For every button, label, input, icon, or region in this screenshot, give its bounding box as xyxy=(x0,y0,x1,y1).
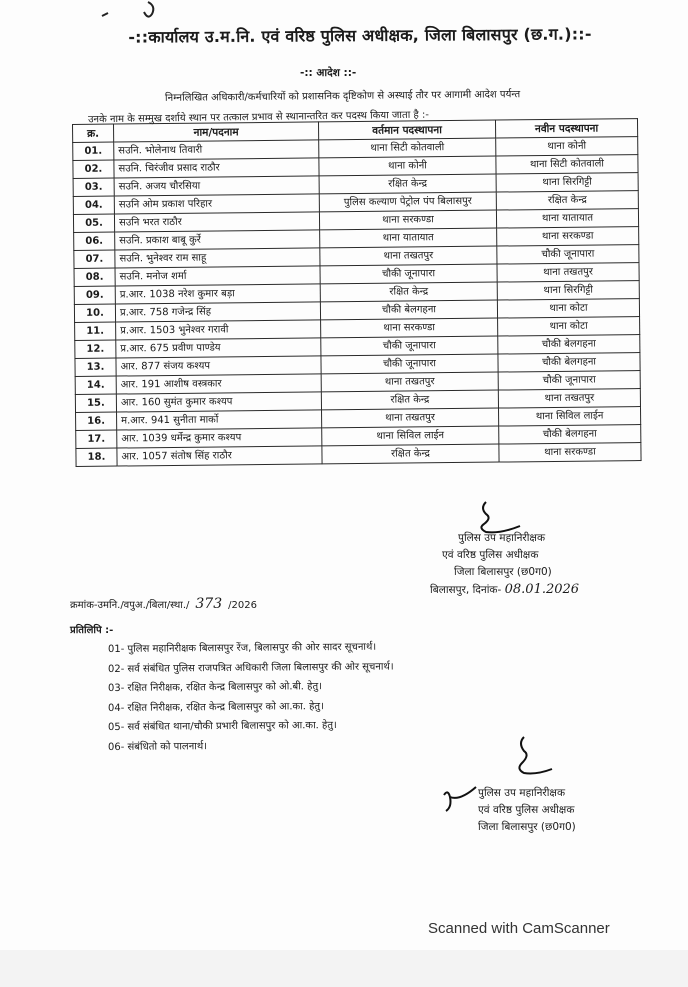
header-current-posting: वर्तमान पदस्थापना xyxy=(318,120,495,140)
signatory-designation: पुलिस उप महानिरीक्षक xyxy=(478,787,566,799)
current-posting-cell: थाना सिटी कोतवाली xyxy=(319,138,496,158)
serial-cell: 09. xyxy=(74,286,115,304)
name-cell: म.आर. 941 सुनीता मार्को xyxy=(117,410,322,430)
current-posting-cell: चौकी जूनापारा xyxy=(320,264,497,284)
new-posting-cell: चौकी जूनापारा xyxy=(497,245,639,264)
name-cell: आर. 877 संजय कश्यप xyxy=(116,356,321,376)
current-posting-cell: थाना तखतपुर xyxy=(320,246,497,266)
name-cell: सउनि. अजय चौरसिया xyxy=(114,176,319,196)
serial-cell: 11. xyxy=(75,322,116,340)
name-cell: सउनि ओम प्रकाश परिहार xyxy=(114,194,319,214)
name-cell: प्र.आर. 1038 नरेश कुमार बड़ा xyxy=(115,284,320,304)
order-suffix: /2026 xyxy=(228,600,257,611)
serial-cell: 07. xyxy=(74,250,115,268)
serial-cell: 02. xyxy=(73,160,114,178)
serial-cell: 05. xyxy=(73,214,114,232)
new-posting-cell: थाना सरकण्डा xyxy=(499,443,641,462)
transfer-table-container xyxy=(72,118,642,467)
office-title: -::कार्यालय उ.म.नि. एवं वरिष्ठ पुलिस अधीक्षक, जिला बिलासपुर (छ.ग.)::- xyxy=(128,24,592,47)
serial-cell: 13. xyxy=(75,358,116,376)
serial-cell: 03. xyxy=(73,178,114,196)
name-cell: आर. 1057 संतोष सिंह राठौर xyxy=(117,446,322,466)
order-number: 373 xyxy=(195,596,223,612)
current-posting-cell: पुलिस कल्याण पेट्रोल पंप बिलासपुर xyxy=(319,192,496,212)
current-posting-cell: थाना तखतपुर xyxy=(322,408,499,428)
copy-item: 05- सर्व संबंधित थाना/चौकी प्रभारी बिलासपुर को आ.का. हेतु। xyxy=(107,720,337,733)
date-value: 08.01.2026 xyxy=(504,582,580,597)
copy-label: प्रतिलिपि :- xyxy=(70,625,114,636)
header-new-posting: नवीन पदस्थापना xyxy=(495,119,637,138)
current-posting-cell: चौकी जूनापारा xyxy=(321,354,498,374)
signature-icon xyxy=(510,735,560,783)
serial-cell: 14. xyxy=(75,376,116,394)
new-posting-cell: चौकी जूनापारा xyxy=(498,371,640,390)
current-posting-cell: चौकी बेलगहना xyxy=(320,300,497,320)
current-posting-cell: थाना यातायात xyxy=(320,228,497,248)
new-posting-cell: थाना कोटा xyxy=(497,299,639,318)
signatory-designation: पुलिस उप महानिरीक्षक xyxy=(458,532,546,544)
order-heading: -:: आदेश ::- xyxy=(300,67,357,79)
current-posting-cell: रक्षित केन्द्र xyxy=(321,390,498,410)
serial-cell: 06. xyxy=(74,232,115,250)
new-posting-cell: थाना कोटा xyxy=(498,317,640,336)
new-posting-cell: थाना तखतपुर xyxy=(497,263,639,282)
new-posting-cell: रक्षित केन्द्र xyxy=(496,191,638,210)
new-posting-cell: थाना यातायात xyxy=(496,209,638,228)
copy-item: 01- पुलिस महानिरीक्षक बिलासपुर रेंज, बिलासपुर की ओर सादर सूचनार्थ। xyxy=(107,641,377,655)
serial-cell: 10. xyxy=(74,304,115,322)
new-posting-cell: थाना सिरगिट्टी xyxy=(497,281,639,300)
serial-cell: 04. xyxy=(73,196,114,214)
new-posting-cell: चौकी बेलगहना xyxy=(499,425,641,444)
name-cell: सउनि. मनोज शर्मा xyxy=(115,266,320,286)
signatory-district: जिला बिलासपुर (छ0ग0) xyxy=(478,821,576,833)
copy-item: 03- रक्षित निरीक्षक, रक्षित केन्द्र बिलासपुर को ओ.बी. हेतु। xyxy=(107,681,322,694)
order-number-line xyxy=(70,596,257,612)
current-posting-cell: थाना कोनी xyxy=(319,156,496,176)
new-posting-cell: थाना सिरगिट्टी xyxy=(496,173,638,192)
intro-text-line-2: उनके नाम के सम्मुख दर्शाये स्थान पर तत्काल प्रभाव से स्थानान्तरित कर पदस्थ किया जाता है :- xyxy=(87,109,430,126)
viewer-bottom-bar xyxy=(0,950,688,987)
copy-list xyxy=(108,640,394,757)
pen-mark-icon xyxy=(100,0,170,22)
name-cell: आर. 191 आशीष वस्त्रकार xyxy=(116,374,321,394)
name-cell: सउनि भरत राठौर xyxy=(114,212,319,232)
copy-item: 02- सर्व संबंधित पुलिस राजपत्रित अधिकारी जिला बिलासपुर की ओर सूचनार्थ। xyxy=(107,661,394,675)
order-prefix: क्रमांक-उमनि./वपुअ./बिला/स्था./ xyxy=(70,600,190,611)
current-posting-cell: रक्षित केन्द्र xyxy=(319,174,496,194)
current-posting-cell: थाना सिविल लाईन xyxy=(322,426,499,446)
signature-block-2 xyxy=(478,785,576,836)
camscanner-watermark: Scanned with CamScanner xyxy=(428,920,610,937)
intro-text-line-1: निम्नलिखित अधिकारी/कर्मचारियों को प्रशासनिक दृष्टिकोण से अस्थाई तौर पर आगामी आदेश पर्यन्त xyxy=(164,89,521,104)
current-posting-cell: थाना तखतपुर xyxy=(321,372,498,392)
new-posting-cell: थाना सरकण्डा xyxy=(497,227,639,246)
name-cell: सउनि. भुनेश्वर राम साहू xyxy=(115,248,320,268)
serial-cell: 12. xyxy=(75,340,116,358)
name-cell: सउनि. प्रकाश बाबू कुर्रे xyxy=(115,230,320,250)
name-cell: सउनि. भोलेनाथ तिवारी xyxy=(114,140,319,160)
serial-cell: 15. xyxy=(75,394,116,412)
transfer-table xyxy=(72,118,642,467)
name-cell: आर. 1039 धर्मेन्द्र कुमार कश्यप xyxy=(117,428,322,448)
table-body xyxy=(73,137,641,467)
current-posting-cell: चौकी जूनापारा xyxy=(321,336,498,356)
current-posting-cell: रक्षित केन्द्र xyxy=(322,444,499,464)
date-label: बिलासपुर, दिनांक- xyxy=(430,584,502,596)
serial-cell: 08. xyxy=(74,268,115,286)
initials-icon xyxy=(440,785,480,817)
name-cell: आर. 160 सुमंत कुमार कश्यप xyxy=(116,392,321,412)
serial-cell: 17. xyxy=(76,430,117,448)
new-posting-cell: थाना सिविल लाईन xyxy=(498,407,640,426)
serial-cell: 01. xyxy=(73,142,114,160)
new-posting-cell: चौकी बेलगहना xyxy=(498,353,640,372)
new-posting-cell: थाना तखतपुर xyxy=(498,389,640,408)
new-posting-cell: थाना कोनी xyxy=(496,137,638,156)
header-serial: क्र. xyxy=(73,124,114,142)
signatory-district: जिला बिलासपुर (छ0ग0) xyxy=(454,566,552,578)
header-name: नाम/पदनाम xyxy=(114,122,319,142)
new-posting-cell: थाना सिटी कोतवाली xyxy=(496,155,638,174)
copy-item: 06- संबंधितो को पालनार्थ। xyxy=(107,740,208,753)
copy-item: 04- रक्षित निरीक्षक, रक्षित केन्द्र बिलासपुर को आ.का. हेतु। xyxy=(107,700,324,714)
serial-cell: 18. xyxy=(76,448,117,466)
name-cell: प्र.आर. 1503 भुनेश्वर गरावी xyxy=(116,320,321,340)
name-cell: प्र.आर. 758 गजेन्द्र सिंह xyxy=(115,302,320,322)
name-cell: सउनि. चिरंजीव प्रसाद राठौर xyxy=(114,158,319,178)
current-posting-cell: थाना सरकण्डा xyxy=(321,318,498,338)
signatory-designation-2: एवं वरिष्ठ पुलिस अधीक्षक xyxy=(442,549,539,561)
serial-cell: 16. xyxy=(76,412,117,430)
signatory-designation-2: एवं वरिष्ठ पुलिस अधीक्षक xyxy=(478,804,575,816)
name-cell: प्र.आर. 675 प्रवीण पाण्डेय xyxy=(116,338,321,358)
current-posting-cell: रक्षित केन्द्र xyxy=(320,282,497,302)
current-posting-cell: थाना सरकण्डा xyxy=(319,210,496,230)
new-posting-cell: चौकी बेलगहना xyxy=(498,335,640,354)
